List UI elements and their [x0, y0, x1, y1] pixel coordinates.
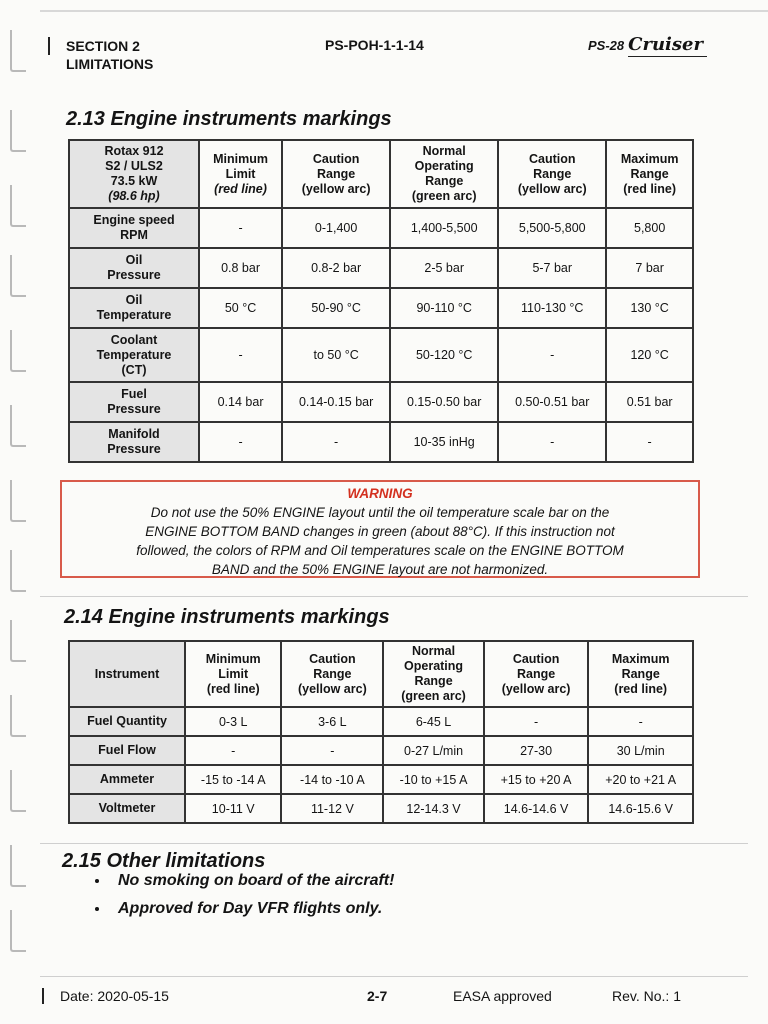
footer-page-number: 2-7: [367, 988, 388, 1004]
cell: 2-5 bar: [390, 248, 498, 288]
cell: -: [281, 736, 383, 765]
cell: +15 to +20 A: [484, 765, 589, 794]
footer-revision: Rev. No.: 1: [612, 988, 681, 1004]
cell: 50 °C: [199, 288, 282, 328]
table-row: [69, 707, 693, 736]
cell: 110-130 °C: [498, 288, 606, 328]
col-caution-range-upper: Caution Range (yellow arc): [484, 641, 589, 707]
cell: 0.15-0.50 bar: [390, 382, 498, 422]
col-normal-range: Normal Operating Range (green arc): [390, 140, 498, 208]
section-213-title: 2.13 Engine instruments markings: [66, 108, 392, 130]
table-row: [69, 765, 693, 794]
section-heading: [66, 37, 153, 73]
engine-markings-table-214: [68, 640, 694, 824]
cell: 6-45 L: [383, 707, 484, 736]
limitations-list: [90, 872, 394, 928]
warning-line: ENGINE BOTTOM BAND changes in green (about 88°C). If this instruction not: [145, 524, 615, 539]
cell: 12-14.3 V: [383, 794, 484, 823]
row-label: Coolant Temperature (CT): [69, 328, 199, 382]
list-item: • Approved for Day VFR flights only.: [110, 900, 394, 918]
col-normal-range: Normal Operating Range (green arc): [383, 641, 484, 707]
footer-divider: [40, 976, 748, 977]
col-caution-range-upper: Caution Range (yellow arc): [498, 140, 606, 208]
col-minimum-limit: Minimum Limit (red line): [185, 641, 281, 707]
row-label: Oil Temperature: [69, 288, 199, 328]
footer-date: Date: 2020-05-15: [60, 988, 169, 1004]
cell: 0-1,400: [282, 208, 390, 248]
cell: -15 to -14 A: [185, 765, 281, 794]
brand-name: Cruiser: [628, 34, 703, 55]
page-top-edge: [40, 10, 768, 12]
cell: 130 °C: [606, 288, 693, 328]
table-row: [69, 422, 693, 462]
cell: 0-27 L/min: [383, 736, 484, 765]
cell: 50-90 °C: [282, 288, 390, 328]
cell: 7 bar: [606, 248, 693, 288]
section-name: LIMITATIONS: [66, 56, 154, 72]
cell: -: [484, 707, 589, 736]
cell: 120 °C: [606, 328, 693, 382]
table-row: [69, 794, 693, 823]
table-header-row: [69, 641, 693, 707]
cell: -14 to -10 A: [281, 765, 383, 794]
table-row: [69, 382, 693, 422]
col-minimum-limit: Minimum Limit (red line): [199, 140, 282, 208]
cell: -10 to +15 A: [383, 765, 484, 794]
cell: -: [185, 736, 281, 765]
table-row: [69, 736, 693, 765]
cell: -: [282, 422, 390, 462]
cell: -: [498, 422, 606, 462]
cell: 0.51 bar: [606, 382, 693, 422]
corner-header: Rotax 912 S2 / ULS2 73.5 kW (98.6 hp): [69, 140, 199, 208]
cell: 0.14-0.15 bar: [282, 382, 390, 422]
section-215-title: 2.15 Other limitations: [62, 850, 266, 872]
cell: -: [606, 422, 693, 462]
cell: -: [498, 328, 606, 382]
section-divider: [40, 596, 748, 597]
table-row: [69, 208, 693, 248]
row-label: Fuel Quantity: [69, 707, 185, 736]
cell: 5-7 bar: [498, 248, 606, 288]
cell: 1,400-5,500: [390, 208, 498, 248]
row-label: Fuel Pressure: [69, 382, 199, 422]
change-bar: [42, 988, 44, 1004]
brand-prefix: PS-28: [588, 38, 625, 53]
table-row: [69, 328, 693, 382]
cell: 14.6-15.6 V: [588, 794, 693, 823]
warning-line: BAND and the 50% ENGINE layout are not harmonized.: [211, 562, 549, 577]
cell: 0-3 L: [185, 707, 281, 736]
row-label: Manifold Pressure: [69, 422, 199, 462]
table-header-row: [69, 140, 693, 208]
cell: -: [199, 328, 282, 382]
brand-logo: [588, 34, 703, 55]
cell: 5,800: [606, 208, 693, 248]
section-214-title: 2.14 Engine instruments markings: [64, 606, 390, 628]
table-row: [69, 288, 693, 328]
warning-line: followed, the colors of RPM and Oil temperatures scale on the ENGINE BOTTOM: [136, 543, 624, 558]
cell: 10-11 V: [185, 794, 281, 823]
cell: 30 L/min: [588, 736, 693, 765]
warning-box: [60, 480, 700, 578]
row-label: Fuel Flow: [69, 736, 185, 765]
footer-approval: EASA approved: [453, 988, 552, 1004]
warning-title: WARNING: [347, 486, 413, 501]
cell: -: [199, 422, 282, 462]
row-label: Oil Pressure: [69, 248, 199, 288]
col-caution-range: Caution Range (yellow arc): [282, 140, 390, 208]
col-maximum-range: Maximum Range (red line): [588, 641, 693, 707]
section-number: SECTION 2: [66, 38, 140, 54]
cell: 27-30: [484, 736, 589, 765]
warning-line: Do not use the 50% ENGINE layout until the oil temperature scale bar on the: [150, 505, 610, 520]
cell: 0.50-0.51 bar: [498, 382, 606, 422]
cell: -: [588, 707, 693, 736]
cell: 5,500-5,800: [498, 208, 606, 248]
cell: -: [199, 208, 282, 248]
change-bar: [48, 37, 50, 55]
cell: 50-120 °C: [390, 328, 498, 382]
cell: +20 to +21 A: [588, 765, 693, 794]
engine-markings-table-213: [68, 139, 694, 463]
cell: 10-35 inHg: [390, 422, 498, 462]
cell: 0.8-2 bar: [282, 248, 390, 288]
row-label: Voltmeter: [69, 794, 185, 823]
cell: to 50 °C: [282, 328, 390, 382]
row-label: Ammeter: [69, 765, 185, 794]
cell: 14.6-14.6 V: [484, 794, 589, 823]
binder-holes: [10, 30, 32, 990]
col-maximum-range: Maximum Range (red line): [606, 140, 693, 208]
table-row: [69, 248, 693, 288]
row-label: Engine speed RPM: [69, 208, 199, 248]
cell: 0.14 bar: [199, 382, 282, 422]
cell: 90-110 °C: [390, 288, 498, 328]
cell: 11-12 V: [281, 794, 383, 823]
col-instrument: Instrument: [69, 641, 185, 707]
cell: 0.8 bar: [199, 248, 282, 288]
cell: 3-6 L: [281, 707, 383, 736]
list-item: • No smoking on board of the aircraft!: [110, 872, 394, 890]
document-id: PS-POH-1-1-14: [325, 37, 424, 53]
section-divider: [40, 843, 748, 844]
col-caution-range: Caution Range (yellow arc): [281, 641, 383, 707]
